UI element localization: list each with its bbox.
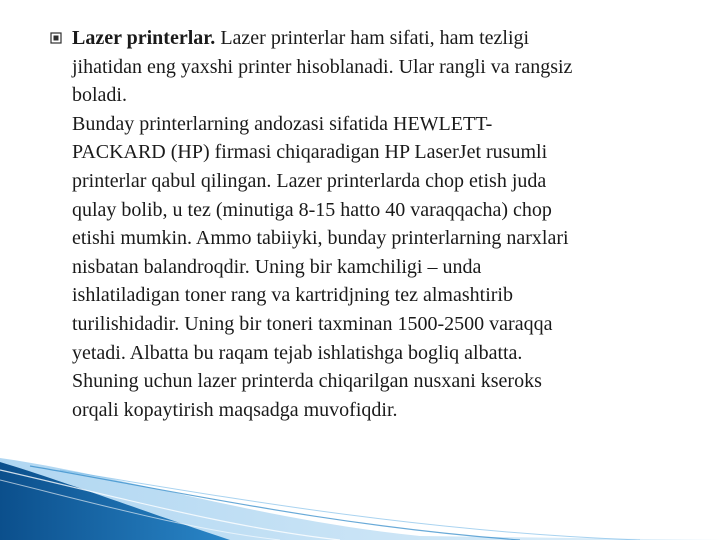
- paragraph-line: qulay bolib, u tez (minutiga 8-15 hatto 40 varaqqacha) chop: [72, 198, 552, 221]
- paragraph-line: turilishidadir. Uning bir toneri taxminan 1500-2500 varaqqa: [72, 312, 553, 335]
- paragraph-line: ishlatiladigan toner rang va kartridjning tez almashtirib: [72, 284, 513, 307]
- paragraph-line: Shuning uchun lazer printerda chiqarilgan nusxani kseroks: [72, 370, 542, 393]
- paragraph-lead: Lazer printerlar.: [72, 27, 216, 49]
- paragraph-line: etishi mumkin. Ammo tabiiyki, bunday printerlarning narxlari: [72, 227, 569, 250]
- bottom-wave-decoration: [0, 440, 720, 540]
- paragraph-line: boladi.: [72, 84, 127, 107]
- paragraph-line: Lazer printerlar ham sifati, ham tezligi: [220, 27, 530, 49]
- body-paragraph: [72, 24, 682, 424]
- paragraph-line: jihatidan eng yaxshi printer hisoblanadi. Ular rangli va rangsiz: [72, 55, 573, 78]
- paragraph-line: yetadi. Albatta bu raqam tejab ishlatishga bogliq albatta.: [72, 341, 523, 364]
- paragraph-line: printerlar qabul qilingan. Lazer printerlarda chop etish juda: [72, 169, 547, 192]
- paragraph-line: nisbatan balandroqdir. Uning bir kamchiligi – unda: [72, 255, 482, 278]
- paragraph-line: Bunday printerlarning andozasi sifatida HEWLETT-: [72, 112, 493, 135]
- paragraph-line: PACKARD (HP) firmasi chiqaradigan HP LaserJet rusumli: [72, 141, 548, 164]
- square-bullet-icon: [50, 32, 62, 44]
- paragraph-line: orqali kopaytirish maqsadga muvofiqdir.: [72, 398, 398, 421]
